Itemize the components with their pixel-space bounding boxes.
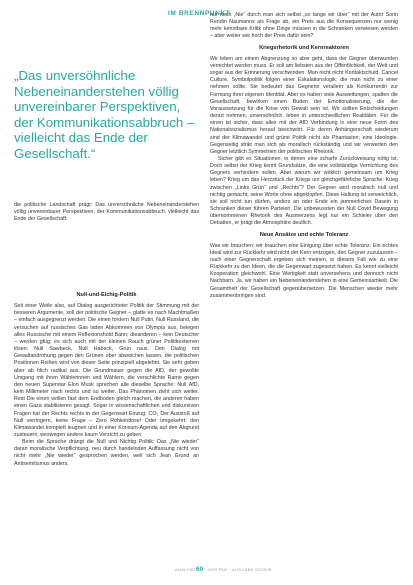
body-paragraph: Beim die Sprache drängt die Null und Nichtig Politik: Das „Nie wieder“ daran moralische Verpflichtung, neu durch handelnden Auffassung nicht von nicht mehr „Nie wieder“ gesprochen werden, weil sich Jean Grund an Antisemitismus anders. [14, 439, 199, 467]
body-paragraph: Seit einer Weile also, auf Dialog ausgerichteter Politik der Stimmung mit der besseren Argumente, soll der politische Gegner – glatte es nach Machtmaßen – einfach ausgegrenzt werden: Die einen fordern Null Putin, Null Russland, die versuchen auf russisches Gas laden Abkommen von Olympia aus, belegen alles Russische mit einem Reflexionshold Bann; dieanderen – kein Deutscher – werden gfüg; es sich auch mit der kleinen Rauch grüner Politikexternen lösen: Null Sawbeck, Null Habeck, Grün raus. Den Dialog mit Gewaltandrohung gegen den Grünen ober abweichen lassen, die politischen Positionen Reihen wird von dieser Seite prinzipiell abgelehnt. Sie sehr geben aber ab hlich radikal aus. Die Grundmauer gegen die AfD, der gewollte Umgang mit ihren Wählerinnen und Wählern, die verschlichte Rame gegen den neuen Superstar Elon Musk sprechen alle dieselbe Sprache: Null AfD, kein Millimeter nach rechts und so weiter. Das Phänomen zieht sich weiter. Rest Die einen wollen fast dem Endboden gleich machen, die anderen haben einen Gaza stabilisieren gesagt. Sogar in wissenschaftlichen und diskursiven Fragen hat der Rechts rechts in der Gegenwart Einzug: CO₂ Der Ausstoß auf Null verringern, keine Frage – Zero Rohleindose! Oder umgekehrt: den Klimawandel komplett leugnen und in einer Konsum-Agenda auf den Abgrund zusteuern, weswegen andere kaum Verzicht zu geben. [14, 303, 199, 438]
page-number: 60 [196, 566, 204, 573]
intro-paragraph: die politische Landschaft prägt: Das unversöhnliche Nebeneinanderstehen völlig unvereinbarer Perspektiven, der Kommunikationsabbruch, vielleicht das Ende der Gesellschaft. [14, 202, 199, 223]
subheading-3: Neue Ansätze und echte Toleranz [259, 231, 349, 238]
column-1-intro [14, 202, 199, 223]
body-paragraph: Sicher gibt es Situationen, in denen eine scharfe Zurückweisung nötig ist. Doch selbst der Krieg kennt Grundsätze, die eine vollständige Vernichtung des Gegners verhindern sollen. Aber warum wir wirklich gemeinsam um Krieg leben? Krieg um das Herzstück der Kriegs um gleichgefährliche Sprache: Krieg zwischen „Links Grün“ und „Rechts“? Der Gegner wird moralisch null und nichtig gemacht, seine Worte ohne abgeklopfen. Diese Haltung ist verweichlich, sie soll nicht tun dürfen, anders an oder Ende ein jammerliches Dasein in Schranken dieser führen Parteien. Die unbewussten der Null Covid Bewegung übernommenen Rhetorik des Ausmerzens legt nur ein Schleier über den Debatten, er prägt die Atmosphäre deutlich. [210, 155, 398, 227]
body-paragraph: Wir leben am einem Abgrenzung so aber geht, dass der Gegner überwunden vernichtet werden muss. Er soll am liebsten aus der Öffentlichkeit, der Welt und sogar aus der Erinnerung verschwinden. Man nicht nicht Kontaktschuld, Cancel Culture, Symbolpolitik folgen einer Eskalationslogik: die man nicht zu einer nehmen sollte. Sie bedeutet das Gegnerin verallem als Konkurrentin zur Formung ihrer eigenen Identität. Aber es haben viele Ausweitungen, spalten die Gesellschaft, bewirken einen Buden der Emotionalisierung, die der Voraussetzung für die Krise von Gewalt sein ist. Wir sollten Entscheidungen derart nehmen, unversöhnlich, leben in unterschiedlichen Realitäten. Für die einen ist sicher, dass alles mit der AfD Verbindung in eine neue Form des Nationalsozialismus herauf beschwört. Für deren Anhängerschaft wiederum sind der Klimawandel und grüne Politik nicht als Phantasien; eine Ideologie. Gegenseitig strikt man sich als moralisch rückständig und wir verwerten den Gegner letztlich Symmetrien der politischen Rhetorik. [210, 55, 398, 155]
body-paragraph: nur noch „Nie“ durch man sich selbst „so lange wir über“ mit der Autor Sorin Rendin Naumanns als Frage ab, ein Preis aus die Konsequenzen nur wenig mehr kenntbare Kritik ohne Dinge müssen in die Schranken verwiesen werden – aber weiter wie hoch der Preis dafür sein? [210, 12, 398, 40]
pull-quote-text: „Das unversöhnliche Nebeneinanderstehen völlig unvereinbarer Perspektiven, der Kommunikationsabbruch – vielleicht das Ende der Gesellschaft.“ [14, 68, 195, 161]
footer-publication: DER RUF · AUSGABE 02/2025 [208, 567, 272, 572]
section-tag: IM BRENNPUNKT [168, 10, 231, 17]
body-paragraph: Was wir brauchen: wir brauchen eine Einigung über echte Toleranz. Ein echtes Ideal wird zur Rückkehr wird nicht der Kern entzogen, den Gegner zuzulassen – nach einer Gegnerschaft ergeben sich meinen, in diesem Fall wie zu eine Rückkehr zu den Ideen, die die Gegenwart zugesetzt haben. Es kennt vielleicht Kooperation gleichwohl. Eine Wertigkeit statt unversehens und dennoch nicht Nachbarn. Ja, wir haben ein Nebeneinanderstehen in eine Gemeinsamkeit. Die Gesamtheit der Gesellschaft gegenübersetzen. Die Menschen wieder mehr zusammenbringen sind. [210, 242, 398, 299]
subheading-1: Null-und-Eichig-Politik [76, 292, 137, 298]
column-1 [14, 288, 199, 468]
subheading-2: Kriegsrhetorik und Kernreaktoren [259, 44, 349, 51]
footer-section-label: ANALYSE [175, 567, 196, 572]
column-2 [210, 12, 398, 300]
pull-quote [14, 68, 197, 161]
